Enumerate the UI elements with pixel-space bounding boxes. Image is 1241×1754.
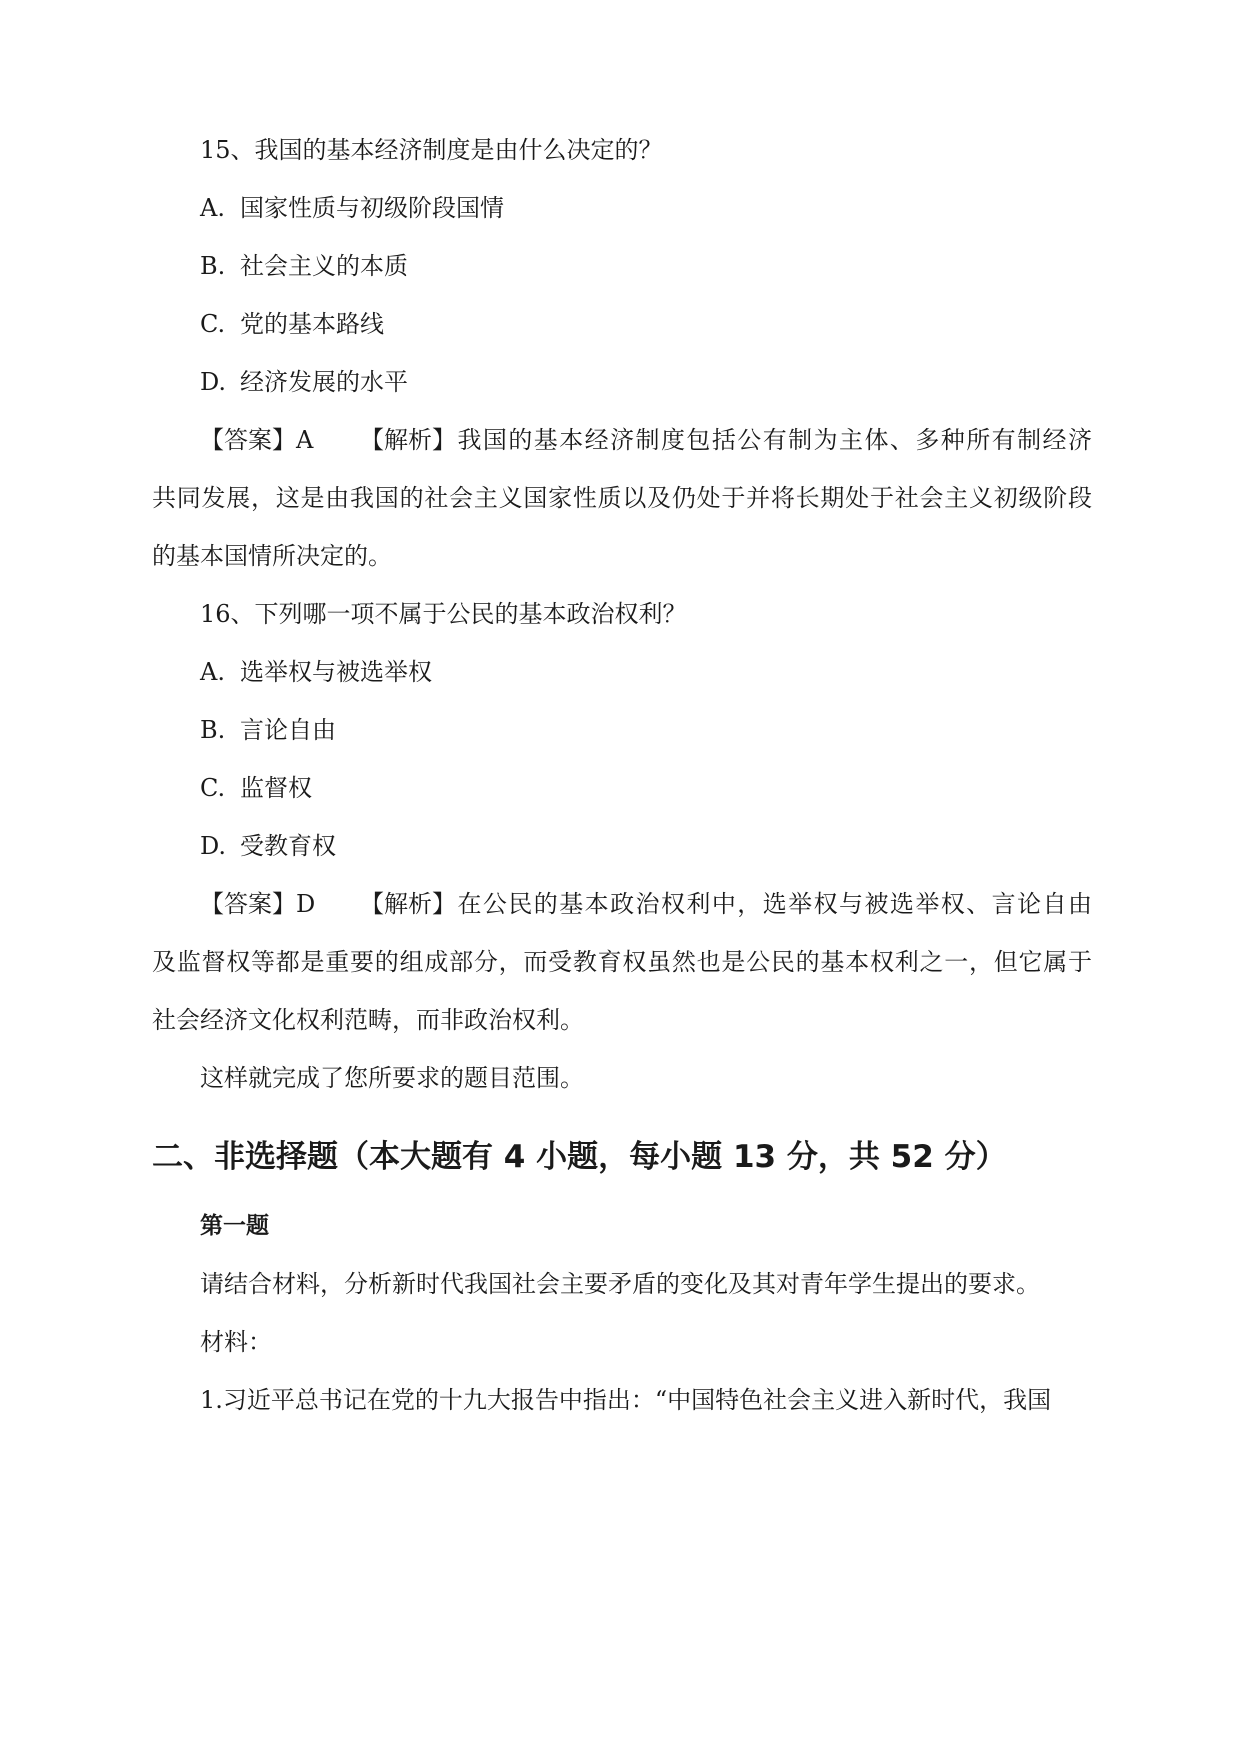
option-letter: B. bbox=[200, 716, 226, 744]
option-letter: A. bbox=[200, 658, 225, 686]
option-text: 监督权 bbox=[240, 774, 312, 802]
q15-analysis-line-3: 的基本国情所决定的。 bbox=[152, 542, 392, 570]
option-text: 言论自由 bbox=[240, 716, 336, 744]
option-text: 社会主义的本质 bbox=[240, 252, 408, 280]
option-text: 选举权与被选举权 bbox=[240, 658, 432, 686]
answer-label: 【答案】 bbox=[200, 890, 296, 918]
question-16: 16、下列哪一项不属于公民的基本政治权利？ bbox=[200, 600, 687, 628]
q16-analysis-line-3: 社会经济文化权利范畴，而非政治权利。 bbox=[152, 1006, 584, 1034]
section-heading: 二、非选择题（本大题有 4 小题，每小题 13 分，共 52 分） bbox=[152, 1139, 1007, 1175]
option-letter: D. bbox=[200, 368, 227, 396]
q15-option-c bbox=[200, 308, 1092, 340]
analysis-text: 我国的基本经济制度包括公有制为主体、多种所有制经济 bbox=[456, 426, 1092, 454]
question-prompt: 请结合材料，分析新时代我国社会主要矛盾的变化及其对青年学生提出的要求。 bbox=[200, 1270, 1040, 1298]
material-label: 材料： bbox=[200, 1328, 272, 1356]
q16-option-d bbox=[200, 830, 1092, 862]
answer-label: 【答案】 bbox=[200, 426, 296, 454]
q15-option-b bbox=[200, 250, 1092, 282]
analysis-label: 【解析】 bbox=[360, 890, 456, 918]
material-line-1: 1.习近平总书记在党的十九大报告中指出：“中国特色社会主义进入新时代，我国 bbox=[200, 1386, 1052, 1414]
analysis-label: 【解析】 bbox=[360, 426, 456, 454]
q16-answer-line bbox=[200, 888, 1092, 920]
option-letter: D. bbox=[200, 832, 227, 860]
q15-analysis-line-2: 共同发展，这是由我国的社会主义国家性质以及仍处于并将长期处于社会主义初级阶段 bbox=[152, 484, 1092, 512]
option-letter: A. bbox=[200, 194, 225, 222]
question-title: 第一题 bbox=[200, 1213, 269, 1239]
q15-answer-line bbox=[200, 424, 1092, 456]
closing-note: 这样就完成了您所要求的题目范围。 bbox=[200, 1064, 584, 1092]
q16-option-c bbox=[200, 772, 1092, 804]
option-text: 党的基本路线 bbox=[240, 310, 384, 338]
option-letter: B. bbox=[200, 252, 226, 280]
option-text: 经济发展的水平 bbox=[240, 368, 408, 396]
answer-value: A bbox=[296, 426, 314, 454]
q15-option-d bbox=[200, 366, 1092, 398]
q16-option-b bbox=[200, 714, 1092, 746]
q15-option-a bbox=[200, 192, 1092, 224]
question-15: 15、我国的基本经济制度是由什么决定的？ bbox=[200, 136, 663, 164]
option-text: 受教育权 bbox=[240, 832, 336, 860]
q16-option-a bbox=[200, 656, 1092, 688]
option-letter: C. bbox=[200, 310, 226, 338]
option-letter: C. bbox=[200, 774, 226, 802]
analysis-text: 在公民的基本政治权利中，选举权与被选举权、言论自由 bbox=[456, 890, 1092, 918]
option-text: 国家性质与初级阶段国情 bbox=[240, 194, 504, 222]
q16-analysis-line-2: 及监督权等都是重要的组成部分，而受教育权虽然也是公民的基本权利之一，但它属于 bbox=[152, 948, 1092, 976]
answer-value: D bbox=[296, 890, 316, 918]
